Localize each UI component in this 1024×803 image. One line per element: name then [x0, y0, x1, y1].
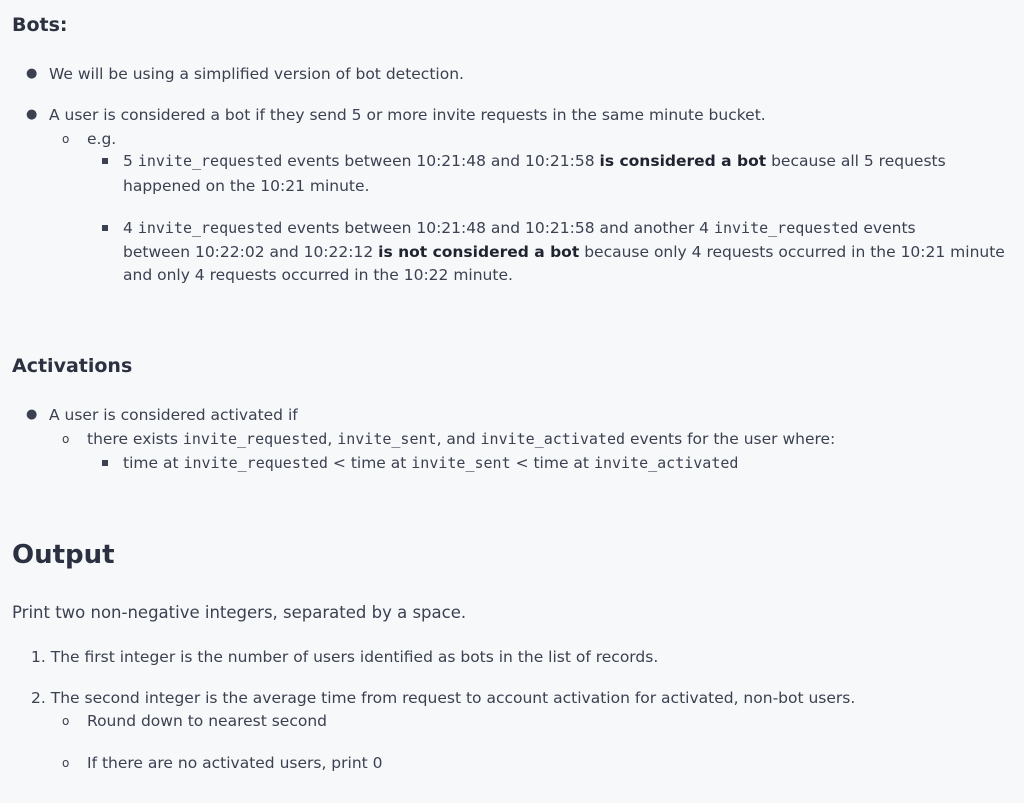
bullet-dot: ● — [26, 66, 38, 81]
output-item-2: 2. The second integer is the average time from request to account activation for activated, non-bot users. — [31, 689, 856, 707]
bullet-dot: ● — [26, 107, 38, 122]
activations-sub-item: there exists invite_requested, invite_sent, and invite_activated events for the user where: — [87, 430, 836, 448]
bullet-square — [102, 460, 108, 466]
activation-condition: time at invite_requested < time at invite_sent < time at invite_activated — [123, 454, 739, 472]
bullet-square — [102, 225, 108, 231]
output-sub-1: Round down to nearest second — [87, 712, 327, 730]
output-heading: Output — [12, 540, 115, 570]
example-1-line-1: 5 invite_requested events between 10:21:48 and 10:21:58 is considered a bot because all 5 requests — [123, 152, 946, 170]
output-item-1: 1. The first integer is the number of users identified as bots in the list of records. — [31, 648, 659, 666]
activations-heading: Activations — [12, 355, 133, 377]
bullet-dot: ● — [26, 407, 38, 422]
output-intro: Print two non-negative integers, separated by a space. — [12, 603, 467, 622]
eg-label: e.g. — [87, 130, 117, 148]
bullet-circle: o — [62, 132, 70, 146]
example-2-line-1: 4 invite_requested events between 10:21:48 and 10:21:58 and another 4 invite_requested events — [123, 219, 916, 237]
bots-heading: Bots: — [12, 14, 68, 36]
output-sub-2: If there are no activated users, print 0 — [87, 754, 383, 772]
bullet-square — [102, 158, 108, 164]
example-2-line-3: and only 4 requests occurred in the 10:22 minute. — [123, 266, 513, 284]
bullet-circle: o — [62, 432, 70, 446]
bots-item-1: We will be using a simplified version of bot detection. — [49, 65, 464, 83]
bullet-circle: o — [62, 756, 70, 770]
example-1-line-2: happened on the 10:21 minute. — [123, 177, 370, 195]
bullet-circle: o — [62, 714, 70, 728]
activations-item-1: A user is considered activated if — [49, 406, 298, 424]
bots-item-2: A user is considered a bot if they send 5 or more invite requests in the same minute bucket. — [49, 106, 766, 124]
example-2-line-2: between 10:22:02 and 10:22:12 is not considered a bot because only 4 requests occurred in the 10:21 minute — [123, 243, 1005, 261]
